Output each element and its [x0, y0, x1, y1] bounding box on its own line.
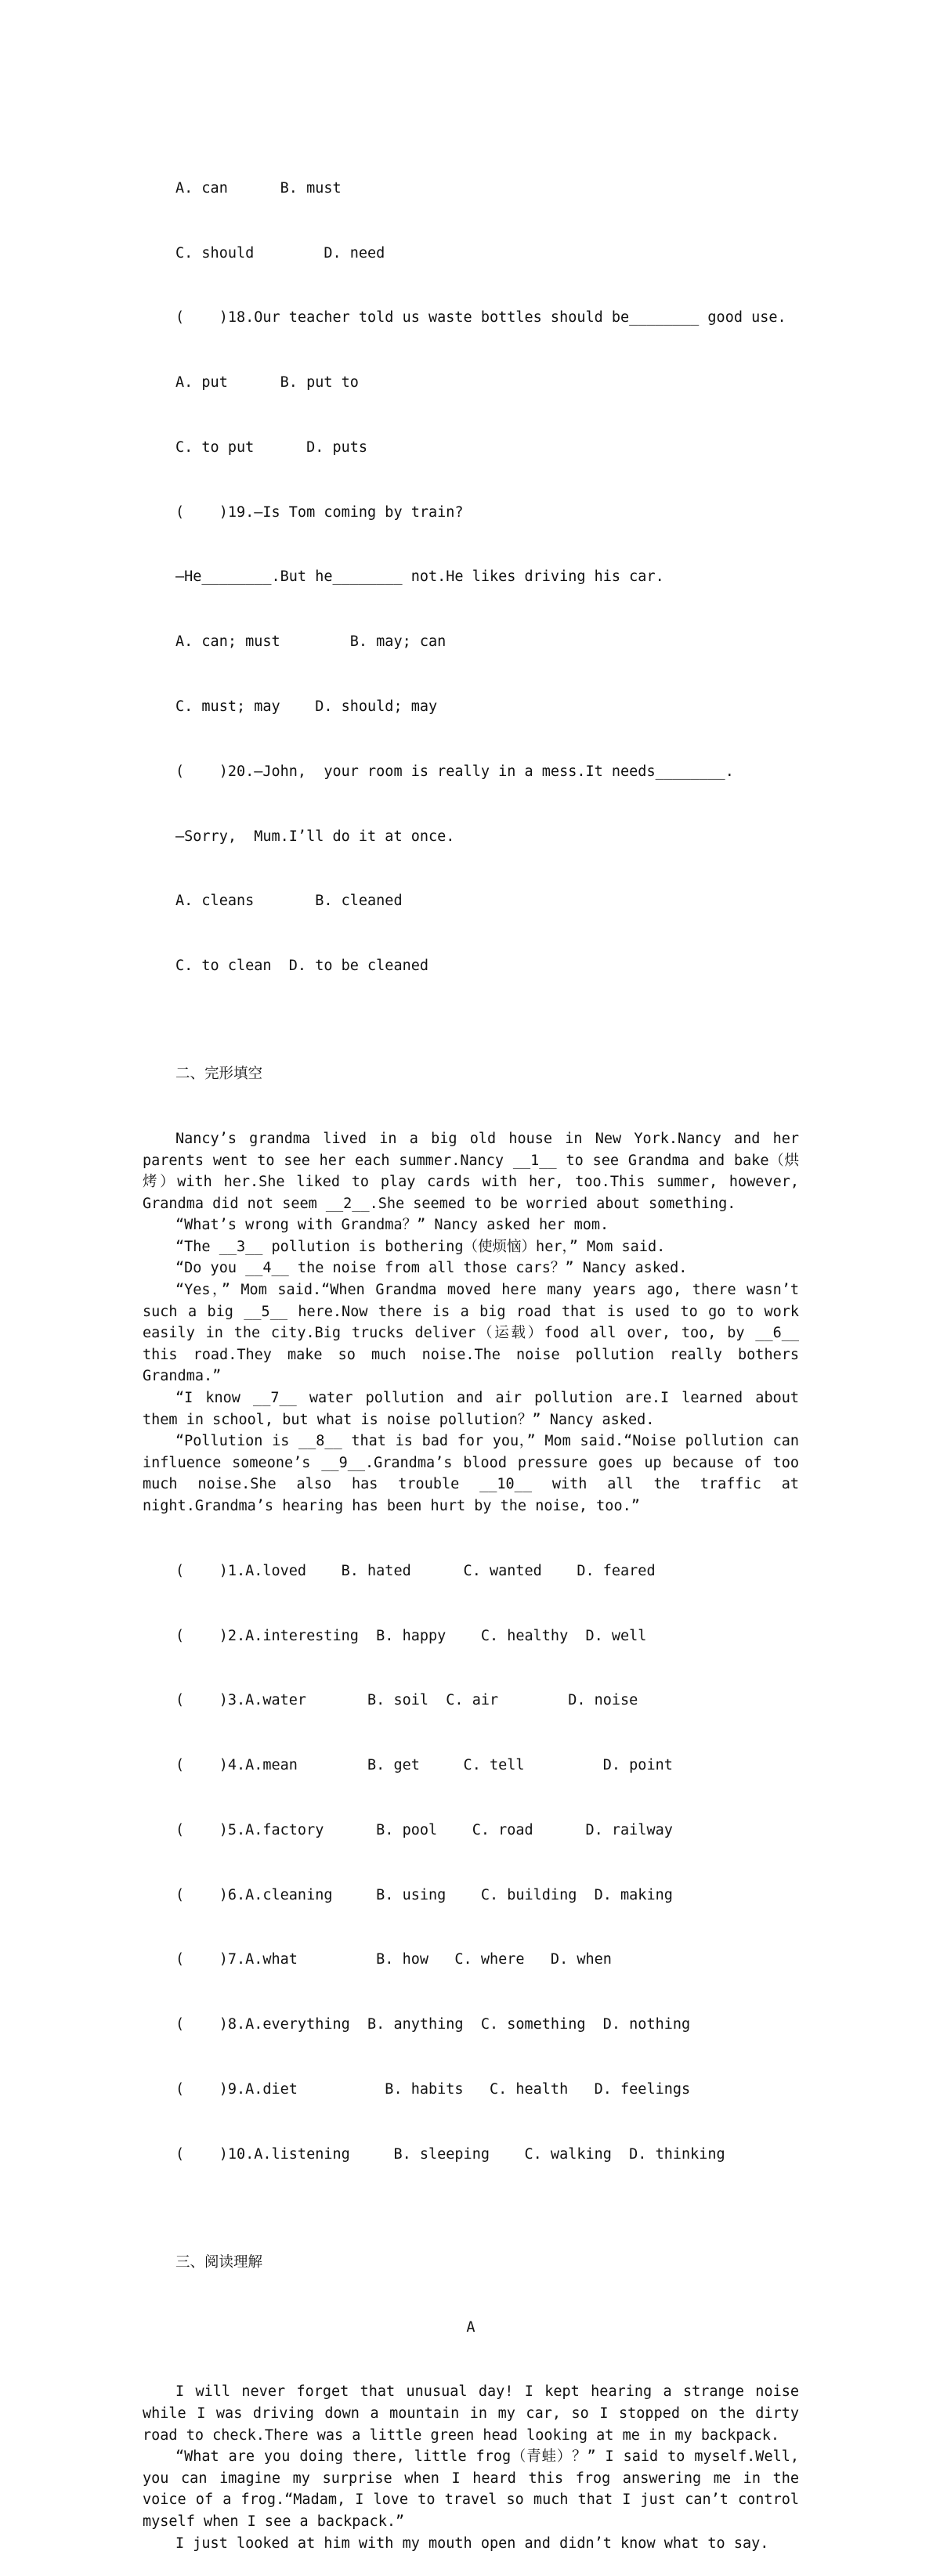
cloze-option-5: ( )5.A.factory B. pool C. road D. railway [175, 1821, 673, 1838]
option-line: A. can; must B. may; can [175, 633, 446, 651]
question-20: ( )20.—John, your room is really in a mess.It needs________. [175, 763, 734, 780]
cloze-option-1: ( )1.A.loved B. hated C. wanted D. feared [175, 1562, 656, 1579]
passage-paragraph: Nancy’s grandma lived in a big old house in New York.Nancy and her parents went to see her each summer.Nancy __1__ to see Grandma and bake（烘烤）with her.She liked to play cards with her, too.This summer, however, Grandma did not seem __2__.She seemed to be worried about something. [143, 1130, 799, 1212]
cloze-option-6: ( )6.A.cleaning B. using C. building D. making [175, 1886, 673, 1903]
cloze-option-4: ( )4.A.mean B. get C. tell D. point [175, 1757, 673, 1774]
option-line: C. to put D. puts [175, 438, 368, 456]
cloze-passage [143, 1128, 799, 1517]
option-line: C. should D. need [175, 244, 385, 262]
document-page [143, 113, 799, 2576]
passage-paragraph: “The __3__ pollution is bothering（使烦恼）her，” Mom said. [175, 1238, 666, 1255]
cloze-option-8: ( )8.A.everything B. anything C. something D. nothing [175, 2016, 691, 2033]
option-line: A. cleans B. cleaned [175, 893, 403, 910]
passage-paragraph: “Do you __4__ the noise from all those cars？” Nancy asked. [175, 1260, 688, 1277]
passage-paragraph: I will never forget that unusual day! I kept hearing a strange noise while I was driving down a mountain in my car, so I stopped on the dirty road to check.There was a little green head looking at me in my backpack. [143, 2383, 799, 2444]
dialogue-line: —Sorry, Mum.I’ll do it at once. [175, 828, 455, 845]
option-line: A. can B. must [175, 179, 342, 197]
question-18: ( )18.Our teacher told us waste bottles should be________ good use. [175, 309, 786, 327]
passage-paragraph: “Pollution is __8__ that is bad for you，” Mom said.“Noise pollution can influence someone’s __9__.Grandma’s blood pressure goes up because of too much noise.She also has trouble __10__ with all the traffic at night.Grandma’s hearing has been hurt by the noise, too.” [143, 1433, 799, 1514]
option-line: C. to clean D. to be cleaned [175, 958, 429, 975]
reading-part-label: A [466, 2318, 475, 2336]
cloze-option-7: ( )7.A.what B. how C. where D. when [175, 1951, 612, 1968]
option-line: C. must; may D. should; may [175, 698, 438, 716]
section-heading-reading: 三、阅读理解 [175, 2253, 263, 2271]
passage-paragraph: “What’s wrong with Grandma？” Nancy asked her mom. [175, 1217, 609, 1234]
section-heading-cloze: 二、完形填空 [175, 1066, 263, 1083]
cloze-option-2: ( )2.A.interesting B. happy C. healthy D. well [175, 1627, 647, 1644]
cloze-option-3: ( )3.A.water B. soil C. air D. noise [175, 1692, 638, 1709]
dialogue-line: —He________.But he________ not.He likes driving his car. [175, 568, 664, 586]
passage-paragraph: “I know __7__ water pollution and air pollution are.I learned about them in school, but what is noise pollution？” Nancy asked. [143, 1390, 799, 1428]
passage-paragraph: “What are you doing there, little frog（青蛙）？” I said to myself.Well, you can imagine my surprise when I heard this frog answering me in the voice of a frog.“Madam, I love to travel so much that I just can’t control myself when I see a backpack.” [143, 2448, 799, 2530]
passage-paragraph: I just looked at him with my mouth open and didn’t know what to say. [175, 2535, 769, 2552]
cloze-option-10: ( )10.A.listening B. sleeping C. walking D. thinking [175, 2145, 725, 2163]
passage-paragraph: “Yes，” Mom said.“When Grandma moved here many years ago, there wasn’t such a big __5__ here.Now there is a big road that is used to go to work easily in the city.Big trucks deliver（运载）food all over, too, by __6__ this road.They make so much noise.The noise pollution really bothers Grandma.” [143, 1282, 799, 1385]
cloze-option-9: ( )9.A.diet B. habits C. health D. feelings [175, 2081, 691, 2098]
question-19: ( )19.—Is Tom coming by train? [175, 503, 464, 521]
option-line: A. put B. put to [175, 374, 359, 391]
reading-passage [143, 2381, 799, 2554]
